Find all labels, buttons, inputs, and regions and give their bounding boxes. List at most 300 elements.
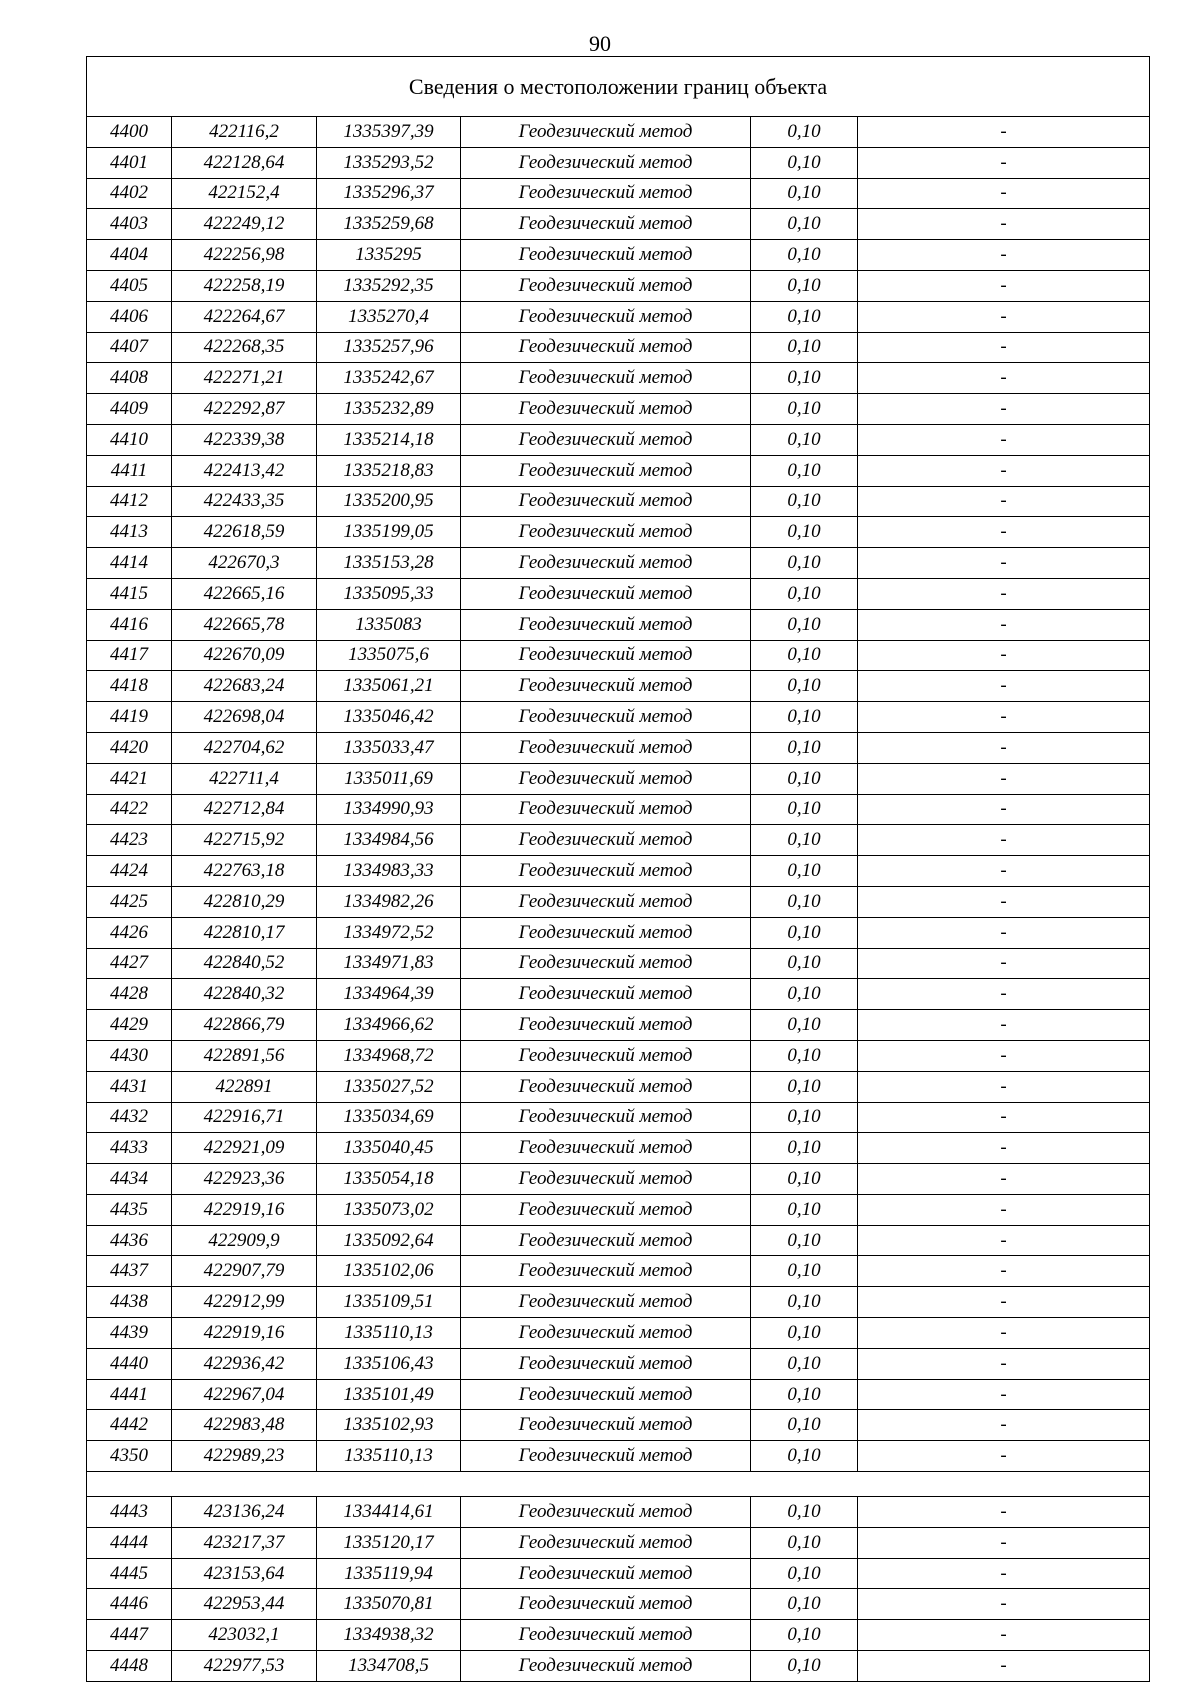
point-number-cell: 4437 — [87, 1256, 172, 1287]
method-cell: Геодезический метод — [461, 1164, 751, 1195]
method-cell: Геодезический метод — [461, 517, 751, 548]
coord-y-cell: 1335027,52 — [317, 1071, 461, 1102]
note-cell: - — [858, 455, 1150, 486]
table-row — [87, 794, 1150, 825]
table-row — [87, 178, 1150, 209]
accuracy-cell: 0,10 — [751, 1497, 858, 1528]
point-number-cell: 4403 — [87, 209, 172, 240]
table-title: Сведения о местоположении границ объекта — [87, 57, 1150, 117]
accuracy-cell: 0,10 — [751, 763, 858, 794]
coord-x-cell: 422919,16 — [172, 1194, 317, 1225]
coord-x-cell: 422339,38 — [172, 424, 317, 455]
accuracy-cell: 0,10 — [751, 1441, 858, 1472]
note-cell: - — [858, 301, 1150, 332]
coord-y-cell: 1335070,81 — [317, 1589, 461, 1620]
method-cell: Геодезический метод — [461, 1379, 751, 1410]
point-number-cell: 4440 — [87, 1348, 172, 1379]
method-cell: Геодезический метод — [461, 486, 751, 517]
accuracy-cell: 0,10 — [751, 486, 858, 517]
point-number-cell: 4412 — [87, 486, 172, 517]
coord-y-cell: 1334990,93 — [317, 794, 461, 825]
coord-x-cell: 422907,79 — [172, 1256, 317, 1287]
accuracy-cell: 0,10 — [751, 1040, 858, 1071]
note-cell: - — [858, 240, 1150, 271]
point-number-cell: 4418 — [87, 671, 172, 702]
coord-x-cell: 422256,98 — [172, 240, 317, 271]
accuracy-cell: 0,10 — [751, 270, 858, 301]
coord-y-cell: 1335257,96 — [317, 332, 461, 363]
group-separator-cell — [87, 1472, 1150, 1497]
point-number-cell: 4445 — [87, 1558, 172, 1589]
coord-y-cell: 1334971,83 — [317, 948, 461, 979]
note-cell: - — [858, 1318, 1150, 1349]
method-cell: Геодезический метод — [461, 609, 751, 640]
method-cell: Геодезический метод — [461, 1348, 751, 1379]
coord-x-cell: 422665,78 — [172, 609, 317, 640]
coord-y-cell: 1335033,47 — [317, 732, 461, 763]
accuracy-cell: 0,10 — [751, 794, 858, 825]
point-number-cell: 4408 — [87, 363, 172, 394]
table-row — [87, 1256, 1150, 1287]
coord-y-cell: 1335119,94 — [317, 1558, 461, 1589]
note-cell: - — [858, 1287, 1150, 1318]
method-cell: Геодезический метод — [461, 1441, 751, 1472]
table-row — [87, 578, 1150, 609]
table-row — [87, 548, 1150, 579]
method-cell: Геодезический метод — [461, 1102, 751, 1133]
accuracy-cell: 0,10 — [751, 825, 858, 856]
note-cell: - — [858, 1527, 1150, 1558]
point-number-cell: 4422 — [87, 794, 172, 825]
point-number-cell: 4428 — [87, 979, 172, 1010]
accuracy-cell: 0,10 — [751, 394, 858, 425]
note-cell: - — [858, 917, 1150, 948]
note-cell: - — [858, 1071, 1150, 1102]
point-number-cell: 4411 — [87, 455, 172, 486]
note-cell: - — [858, 1256, 1150, 1287]
coord-y-cell: 1335296,37 — [317, 178, 461, 209]
group-separator-row — [87, 1472, 1150, 1497]
coord-x-cell: 422711,4 — [172, 763, 317, 794]
point-number-cell: 4424 — [87, 856, 172, 887]
point-number-cell: 4421 — [87, 763, 172, 794]
coord-y-cell: 1335214,18 — [317, 424, 461, 455]
coord-y-cell: 1335292,35 — [317, 270, 461, 301]
coord-x-cell: 422413,42 — [172, 455, 317, 486]
accuracy-cell: 0,10 — [751, 178, 858, 209]
accuracy-cell: 0,10 — [751, 1558, 858, 1589]
accuracy-cell: 0,10 — [751, 1589, 858, 1620]
table-row — [87, 486, 1150, 517]
point-number-cell: 4425 — [87, 886, 172, 917]
accuracy-cell: 0,10 — [751, 671, 858, 702]
note-cell: - — [858, 1410, 1150, 1441]
accuracy-cell: 0,10 — [751, 117, 858, 148]
point-number-cell: 4446 — [87, 1589, 172, 1620]
point-number-cell: 4404 — [87, 240, 172, 271]
table-row — [87, 609, 1150, 640]
coord-x-cell: 422916,71 — [172, 1102, 317, 1133]
table-row — [87, 1318, 1150, 1349]
table-row — [87, 363, 1150, 394]
method-cell: Геодезический метод — [461, 1410, 751, 1441]
coord-x-cell: 422967,04 — [172, 1379, 317, 1410]
method-cell: Геодезический метод — [461, 147, 751, 178]
coord-x-cell: 422891,56 — [172, 1040, 317, 1071]
coord-x-cell: 423136,24 — [172, 1497, 317, 1528]
point-number-cell: 4438 — [87, 1287, 172, 1318]
table-row — [87, 856, 1150, 887]
table-row — [87, 1133, 1150, 1164]
coord-x-cell: 423032,1 — [172, 1620, 317, 1651]
note-cell: - — [858, 1348, 1150, 1379]
method-cell: Геодезический метод — [461, 455, 751, 486]
coord-y-cell: 1335259,68 — [317, 209, 461, 240]
note-cell: - — [858, 1040, 1150, 1071]
table-row — [87, 948, 1150, 979]
accuracy-cell: 0,10 — [751, 332, 858, 363]
coord-x-cell: 422763,18 — [172, 856, 317, 887]
accuracy-cell: 0,10 — [751, 1071, 858, 1102]
accuracy-cell: 0,10 — [751, 517, 858, 548]
method-cell: Геодезический метод — [461, 1287, 751, 1318]
accuracy-cell: 0,10 — [751, 548, 858, 579]
method-cell: Геодезический метод — [461, 332, 751, 363]
coord-x-cell: 422983,48 — [172, 1410, 317, 1441]
note-cell: - — [858, 1651, 1150, 1682]
coord-x-cell: 422921,09 — [172, 1133, 317, 1164]
table-row — [87, 886, 1150, 917]
accuracy-cell: 0,10 — [751, 209, 858, 240]
table-row — [87, 117, 1150, 148]
method-cell: Геодезический метод — [461, 1010, 751, 1041]
point-number-cell: 4416 — [87, 609, 172, 640]
table-row — [87, 332, 1150, 363]
coord-y-cell: 1335102,93 — [317, 1410, 461, 1441]
point-number-cell: 4447 — [87, 1620, 172, 1651]
point-number-cell: 4433 — [87, 1133, 172, 1164]
coord-y-cell: 1335295 — [317, 240, 461, 271]
accuracy-cell: 0,10 — [751, 1225, 858, 1256]
coord-y-cell: 1335120,17 — [317, 1527, 461, 1558]
point-number-cell: 4430 — [87, 1040, 172, 1071]
method-cell: Геодезический метод — [461, 209, 751, 240]
coord-x-cell: 422258,19 — [172, 270, 317, 301]
coord-x-cell: 422152,4 — [172, 178, 317, 209]
point-number-cell: 4419 — [87, 702, 172, 733]
method-cell: Геодезический метод — [461, 548, 751, 579]
coord-x-cell: 422810,29 — [172, 886, 317, 917]
method-cell: Геодезический метод — [461, 394, 751, 425]
note-cell: - — [858, 886, 1150, 917]
point-number-cell: 4414 — [87, 548, 172, 579]
point-number-cell: 4417 — [87, 640, 172, 671]
table-row — [87, 394, 1150, 425]
table-row — [87, 671, 1150, 702]
coord-x-cell: 422249,12 — [172, 209, 317, 240]
table-row — [87, 1071, 1150, 1102]
table-row — [87, 1620, 1150, 1651]
coord-y-cell: 1335095,33 — [317, 578, 461, 609]
note-cell: - — [858, 578, 1150, 609]
coord-x-cell: 422116,2 — [172, 117, 317, 148]
note-cell: - — [858, 1164, 1150, 1195]
coord-x-cell: 422912,99 — [172, 1287, 317, 1318]
point-number-cell: 4407 — [87, 332, 172, 363]
coord-y-cell: 1334938,32 — [317, 1620, 461, 1651]
point-number-cell: 4409 — [87, 394, 172, 425]
accuracy-cell: 0,10 — [751, 640, 858, 671]
method-cell: Геодезический метод — [461, 671, 751, 702]
coord-x-cell: 422712,84 — [172, 794, 317, 825]
coord-x-cell: 422989,23 — [172, 1441, 317, 1472]
point-number-cell: 4400 — [87, 117, 172, 148]
note-cell: - — [858, 394, 1150, 425]
coord-x-cell: 422953,44 — [172, 1589, 317, 1620]
table-row — [87, 1164, 1150, 1195]
method-cell: Геодезический метод — [461, 1194, 751, 1225]
coord-x-cell: 422977,53 — [172, 1651, 317, 1682]
note-cell: - — [858, 517, 1150, 548]
note-cell: - — [858, 948, 1150, 979]
point-number-cell: 4423 — [87, 825, 172, 856]
method-cell: Геодезический метод — [461, 794, 751, 825]
method-cell: Геодезический метод — [461, 1589, 751, 1620]
method-cell: Геодезический метод — [461, 856, 751, 887]
table-row — [87, 1040, 1150, 1071]
accuracy-cell: 0,10 — [751, 1133, 858, 1164]
table-row — [87, 1010, 1150, 1041]
accuracy-cell: 0,10 — [751, 455, 858, 486]
note-cell: - — [858, 1497, 1150, 1528]
point-number-cell: 4439 — [87, 1318, 172, 1349]
coord-y-cell: 1335270,4 — [317, 301, 461, 332]
coord-y-cell: 1335075,6 — [317, 640, 461, 671]
table-row — [87, 1558, 1150, 1589]
accuracy-cell: 0,10 — [751, 147, 858, 178]
note-cell: - — [858, 486, 1150, 517]
method-cell: Геодезический метод — [461, 1040, 751, 1071]
accuracy-cell: 0,10 — [751, 1194, 858, 1225]
table-row — [87, 455, 1150, 486]
coord-y-cell: 1335218,83 — [317, 455, 461, 486]
table-row — [87, 1194, 1150, 1225]
table-row — [87, 424, 1150, 455]
note-cell: - — [858, 702, 1150, 733]
page-number: 90 — [589, 31, 611, 56]
accuracy-cell: 0,10 — [751, 1651, 858, 1682]
table-row — [87, 1287, 1150, 1318]
method-cell: Геодезический метод — [461, 363, 751, 394]
coord-y-cell: 1335101,49 — [317, 1379, 461, 1410]
note-cell: - — [858, 1102, 1150, 1133]
point-number-cell: 4426 — [87, 917, 172, 948]
note-cell: - — [858, 270, 1150, 301]
accuracy-cell: 0,10 — [751, 1410, 858, 1441]
point-number-cell: 4413 — [87, 517, 172, 548]
method-cell: Геодезический метод — [461, 763, 751, 794]
point-number-cell: 4431 — [87, 1071, 172, 1102]
coord-x-cell: 422292,87 — [172, 394, 317, 425]
point-number-cell: 4402 — [87, 178, 172, 209]
coord-x-cell: 422268,35 — [172, 332, 317, 363]
method-cell: Геодезический метод — [461, 702, 751, 733]
coord-y-cell: 1334983,33 — [317, 856, 461, 887]
table-row — [87, 1651, 1150, 1682]
accuracy-cell: 0,10 — [751, 363, 858, 394]
coord-y-cell: 1334414,61 — [317, 1497, 461, 1528]
method-cell: Геодезический метод — [461, 825, 751, 856]
accuracy-cell: 0,10 — [751, 1348, 858, 1379]
coord-y-cell: 1335046,42 — [317, 702, 461, 733]
method-cell: Геодезический метод — [461, 117, 751, 148]
coord-y-cell: 1335102,06 — [317, 1256, 461, 1287]
note-cell: - — [858, 1010, 1150, 1041]
coord-x-cell: 422618,59 — [172, 517, 317, 548]
coord-x-cell: 422936,42 — [172, 1348, 317, 1379]
coord-y-cell: 1335083 — [317, 609, 461, 640]
note-cell: - — [858, 1620, 1150, 1651]
accuracy-cell: 0,10 — [751, 979, 858, 1010]
coord-x-cell: 423217,37 — [172, 1527, 317, 1558]
method-cell: Геодезический метод — [461, 424, 751, 455]
coord-x-cell: 422670,3 — [172, 548, 317, 579]
table-row — [87, 270, 1150, 301]
accuracy-cell: 0,10 — [751, 1287, 858, 1318]
note-cell: - — [858, 671, 1150, 702]
note-cell: - — [858, 117, 1150, 148]
method-cell: Геодезический метод — [461, 1651, 751, 1682]
point-number-cell: 4406 — [87, 301, 172, 332]
note-cell: - — [858, 209, 1150, 240]
coord-x-cell: 422923,36 — [172, 1164, 317, 1195]
method-cell: Геодезический метод — [461, 732, 751, 763]
point-number-cell: 4441 — [87, 1379, 172, 1410]
coord-x-cell: 422810,17 — [172, 917, 317, 948]
coord-y-cell: 1335034,69 — [317, 1102, 461, 1133]
point-number-cell: 4434 — [87, 1164, 172, 1195]
method-cell: Геодезический метод — [461, 1620, 751, 1651]
coord-y-cell: 1335011,69 — [317, 763, 461, 794]
coord-x-cell: 422919,16 — [172, 1318, 317, 1349]
method-cell: Геодезический метод — [461, 1225, 751, 1256]
accuracy-cell: 0,10 — [751, 886, 858, 917]
point-number-cell: 4443 — [87, 1497, 172, 1528]
point-number-cell: 4444 — [87, 1527, 172, 1558]
method-cell: Геодезический метод — [461, 301, 751, 332]
coord-x-cell: 422891 — [172, 1071, 317, 1102]
coord-x-cell: 422698,04 — [172, 702, 317, 733]
table-row — [87, 1497, 1150, 1528]
table-row — [87, 1441, 1150, 1472]
point-number-cell: 4415 — [87, 578, 172, 609]
method-cell: Геодезический метод — [461, 948, 751, 979]
coord-x-cell: 423153,64 — [172, 1558, 317, 1589]
coord-y-cell: 1335199,05 — [317, 517, 461, 548]
accuracy-cell: 0,10 — [751, 1164, 858, 1195]
point-number-cell: 4429 — [87, 1010, 172, 1041]
accuracy-cell: 0,10 — [751, 732, 858, 763]
method-cell: Геодезический метод — [461, 1071, 751, 1102]
method-cell: Геодезический метод — [461, 1133, 751, 1164]
note-cell: - — [858, 424, 1150, 455]
table-row — [87, 979, 1150, 1010]
coord-x-cell: 422840,52 — [172, 948, 317, 979]
coord-x-cell: 422840,32 — [172, 979, 317, 1010]
table-row — [87, 1410, 1150, 1441]
coord-y-cell: 1335073,02 — [317, 1194, 461, 1225]
coord-y-cell: 1334972,52 — [317, 917, 461, 948]
accuracy-cell: 0,10 — [751, 1379, 858, 1410]
coord-x-cell: 422271,21 — [172, 363, 317, 394]
method-cell: Геодезический метод — [461, 578, 751, 609]
accuracy-cell: 0,10 — [751, 240, 858, 271]
accuracy-cell: 0,10 — [751, 1318, 858, 1349]
coord-y-cell: 1334984,56 — [317, 825, 461, 856]
coord-y-cell: 1335092,64 — [317, 1225, 461, 1256]
note-cell: - — [858, 147, 1150, 178]
coord-y-cell: 1335106,43 — [317, 1348, 461, 1379]
accuracy-cell: 0,10 — [751, 424, 858, 455]
table-row — [87, 763, 1150, 794]
coord-x-cell: 422433,35 — [172, 486, 317, 517]
coord-y-cell: 1335153,28 — [317, 548, 461, 579]
accuracy-cell: 0,10 — [751, 702, 858, 733]
table-row — [87, 301, 1150, 332]
coordinates-table — [86, 56, 1150, 1682]
coord-y-cell: 1335054,18 — [317, 1164, 461, 1195]
table-title-row — [87, 57, 1150, 117]
note-cell: - — [858, 548, 1150, 579]
table-row — [87, 732, 1150, 763]
coord-x-cell: 422715,92 — [172, 825, 317, 856]
coord-y-cell: 1334964,39 — [317, 979, 461, 1010]
note-cell: - — [858, 1441, 1150, 1472]
point-number-cell: 4442 — [87, 1410, 172, 1441]
coord-x-cell: 422264,67 — [172, 301, 317, 332]
point-number-cell: 4405 — [87, 270, 172, 301]
accuracy-cell: 0,10 — [751, 1256, 858, 1287]
point-number-cell: 4410 — [87, 424, 172, 455]
note-cell: - — [858, 856, 1150, 887]
accuracy-cell: 0,10 — [751, 948, 858, 979]
coord-y-cell: 1335293,52 — [317, 147, 461, 178]
coord-y-cell: 1335040,45 — [317, 1133, 461, 1164]
table-row — [87, 917, 1150, 948]
method-cell: Геодезический метод — [461, 917, 751, 948]
note-cell: - — [858, 1558, 1150, 1589]
table-row — [87, 517, 1150, 548]
note-cell: - — [858, 1379, 1150, 1410]
point-number-cell: 4432 — [87, 1102, 172, 1133]
accuracy-cell: 0,10 — [751, 578, 858, 609]
method-cell: Геодезический метод — [461, 270, 751, 301]
coord-y-cell: 1335110,13 — [317, 1318, 461, 1349]
method-cell: Геодезический метод — [461, 1497, 751, 1528]
accuracy-cell: 0,10 — [751, 1102, 858, 1133]
table-row — [87, 1348, 1150, 1379]
point-number-cell: 4350 — [87, 1441, 172, 1472]
coord-y-cell: 1334966,62 — [317, 1010, 461, 1041]
note-cell: - — [858, 363, 1150, 394]
accuracy-cell: 0,10 — [751, 917, 858, 948]
note-cell: - — [858, 332, 1150, 363]
method-cell: Геодезический метод — [461, 1527, 751, 1558]
point-number-cell: 4420 — [87, 732, 172, 763]
point-number-cell: 4448 — [87, 1651, 172, 1682]
coord-x-cell: 422909,9 — [172, 1225, 317, 1256]
coord-y-cell: 1335242,67 — [317, 363, 461, 394]
